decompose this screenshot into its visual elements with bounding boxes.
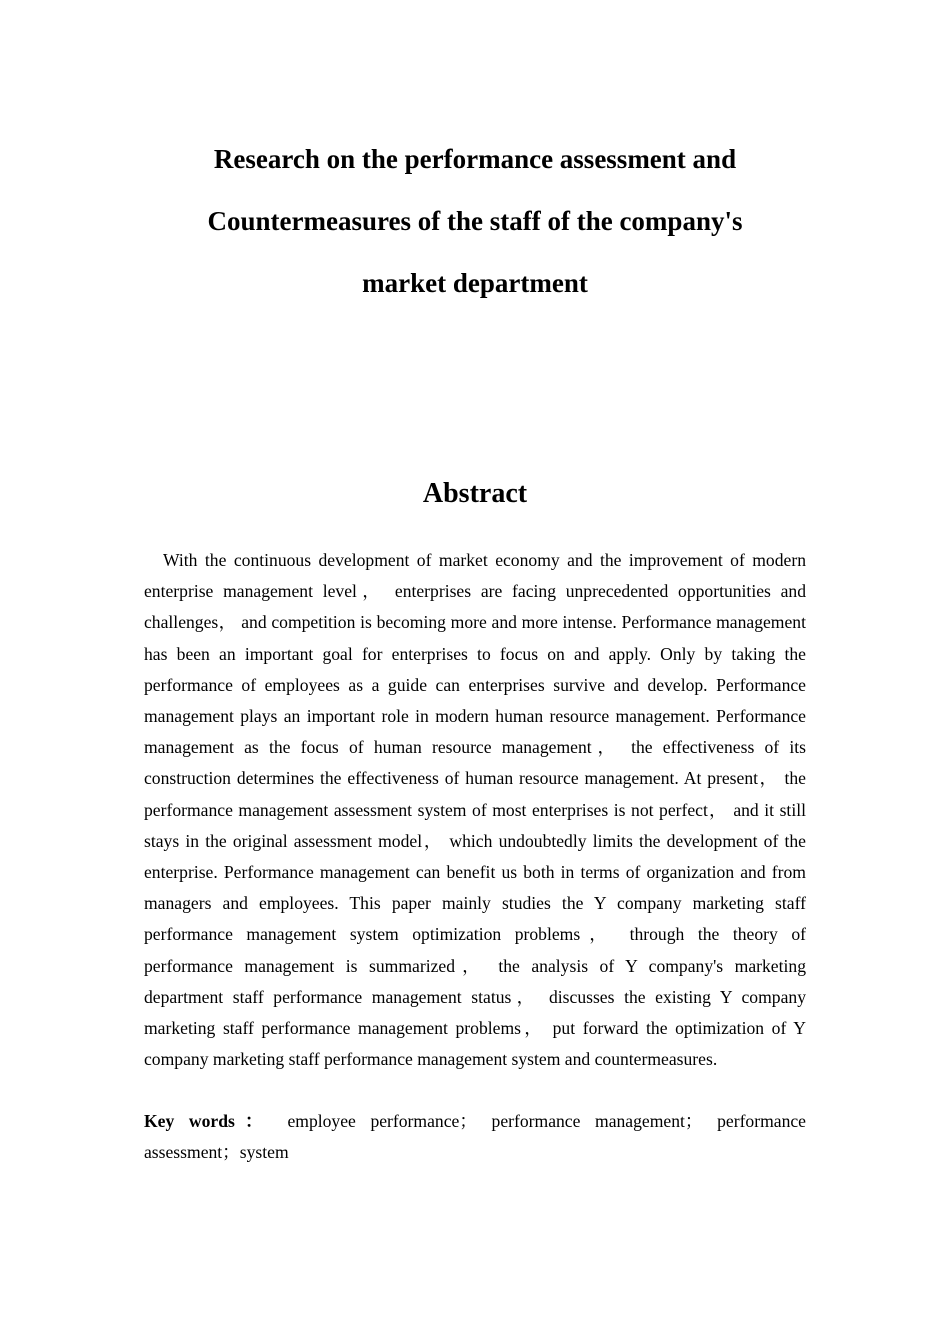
paper-title-line-1: Research on the performance assessment and — [213, 144, 737, 174]
keywords-label: Key words： — [144, 1111, 273, 1131]
keywords-list: employee performance； performance management； performance assessment；system — [144, 1111, 806, 1163]
paper-title-line-2: Countermeasures of the staff of the company's — [207, 206, 743, 236]
abstract-body: With the continuous development of market economy and the improvement of modern enterprise management level， enterprises are facing unprecedented opportunities and challenges， and competition is becoming more and more intense. Performance management has been an important goal for enterprises to focus on and apply. Only by taking the performance of employees as a guide can enterprises survive and develop. Performance management plays an important role in modern human resource management. Performance management as the focus of human resource management， the effectiveness of its construction determines the effectiveness of human resource management. At present， the performance management assessment system of most enterprises is not perfect， and it still stays in the original assessment model， which undoubtedly limits the development of the enterprise. Performance management can benefit us both in terms of organization and from managers and employees. This paper mainly studies the Y company marketing staff performance management system optimization problems， through the theory of performance management is summarized， the analysis of Y company's marketing department staff performance management status， discusses the existing Y company marketing staff performance management problems， put forward the optimization of Y company marketing staff performance management system and countermeasures. — [144, 550, 806, 1070]
paper-title-line-3: market department — [362, 268, 588, 298]
keywords-paragraph — [144, 1106, 806, 1168]
paper-title — [120, 128, 830, 314]
abstract-heading: Abstract — [422, 478, 528, 509]
